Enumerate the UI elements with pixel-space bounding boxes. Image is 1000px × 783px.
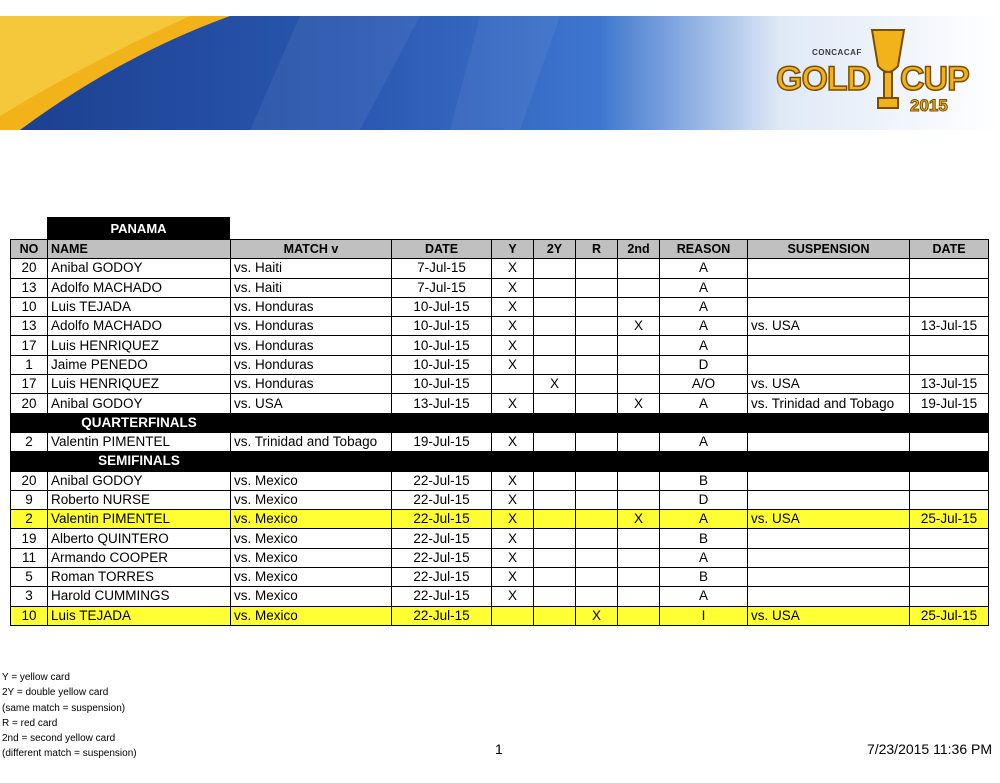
cell-reason: A: [660, 548, 748, 567]
cell-no: 1: [11, 355, 48, 374]
cell-reason: A/O: [660, 375, 748, 394]
table-row: [11, 606, 989, 625]
cell-reason: A: [660, 394, 748, 413]
table-row: [11, 375, 989, 394]
cell-y2: X: [534, 375, 576, 394]
cell-name: Luis HENRIQUEZ: [48, 336, 231, 355]
cell-suspension: vs. USA: [748, 317, 910, 336]
cell-reason: A: [660, 259, 748, 278]
cell-second: X: [618, 510, 660, 529]
cell-suspension: vs. USA: [748, 375, 910, 394]
cell-match: vs. Mexico: [231, 587, 392, 606]
cell-susp-date: 13-Jul-15: [910, 375, 989, 394]
legend-line: (different match = suspension): [2, 748, 137, 760]
header-name: NAME: [48, 240, 231, 259]
cell-y: X: [492, 548, 534, 567]
cell-y2: [534, 432, 576, 451]
section-semifinals: [11, 452, 989, 471]
cell-match: vs. Mexico: [231, 548, 392, 567]
cell-r: [576, 548, 618, 567]
cell-second: [618, 548, 660, 567]
cell-y: X: [492, 510, 534, 529]
cell-y: X: [492, 432, 534, 451]
cell-name: Luis HENRIQUEZ: [48, 375, 231, 394]
cell-y: X: [492, 297, 534, 316]
table-row: [11, 259, 989, 278]
cell-r: [576, 394, 618, 413]
logo-cup-text: CUP: [900, 60, 969, 98]
header-match: MATCH v: [231, 240, 392, 259]
cell-y: X: [492, 587, 534, 606]
table-row: [11, 355, 989, 374]
cell-no: 9: [11, 490, 48, 509]
cell-r: X: [576, 606, 618, 625]
cell-y: X: [492, 471, 534, 490]
table-row: [11, 587, 989, 606]
cell-match: vs. Honduras: [231, 355, 392, 374]
cell-date: 22-Jul-15: [392, 606, 492, 625]
cell-reason: A: [660, 510, 748, 529]
print-timestamp: 7/23/2015 11:36 PM: [866, 741, 992, 757]
table-row: [11, 490, 989, 509]
cell-suspension: [748, 259, 910, 278]
cell-second: [618, 490, 660, 509]
cell-susp-date: [910, 568, 989, 587]
cell-reason: A: [660, 587, 748, 606]
cell-y2: [534, 490, 576, 509]
cell-reason: A: [660, 297, 748, 316]
cell-name: Anibal GODOY: [48, 471, 231, 490]
cell-suspension: [748, 471, 910, 490]
cell-y2: [534, 336, 576, 355]
section-fill: [231, 452, 989, 471]
cell-r: [576, 278, 618, 297]
cell-r: [576, 297, 618, 316]
header-banner: [0, 16, 1000, 130]
cell-y2: [534, 510, 576, 529]
cell-no: 17: [11, 375, 48, 394]
table-row: [11, 336, 989, 355]
cell-second: [618, 432, 660, 451]
cell-second: [618, 587, 660, 606]
cell-date: 13-Jul-15: [392, 394, 492, 413]
cell-second: [618, 297, 660, 316]
cell-no: 20: [11, 471, 48, 490]
header-reason: REASON: [660, 240, 748, 259]
cell-no: 17: [11, 336, 48, 355]
cell-name: Luis TEJADA: [48, 297, 231, 316]
header-2nd: 2nd: [618, 240, 660, 259]
cell-susp-date: [910, 432, 989, 451]
table-row: [11, 548, 989, 567]
cell-suspension: [748, 529, 910, 548]
cell-no: 2: [11, 432, 48, 451]
cell-y2: [534, 278, 576, 297]
cell-no: 20: [11, 259, 48, 278]
cell-y2: [534, 548, 576, 567]
cell-date: 19-Jul-15: [392, 432, 492, 451]
cell-susp-date: 19-Jul-15: [910, 394, 989, 413]
cell-susp-date: [910, 490, 989, 509]
cell-susp-date: 25-Jul-15: [910, 510, 989, 529]
cell-date: 22-Jul-15: [392, 548, 492, 567]
cell-second: [618, 568, 660, 587]
cell-r: [576, 490, 618, 509]
cell-name: Armando COOPER: [48, 548, 231, 567]
cell-match: vs. Mexico: [231, 529, 392, 548]
section-quarterfinals: [11, 413, 989, 432]
cell-date: 22-Jul-15: [392, 529, 492, 548]
cell-y: X: [492, 317, 534, 336]
legend: [2, 670, 137, 762]
cell-date: 7-Jul-15: [392, 259, 492, 278]
cell-match: vs. Mexico: [231, 471, 392, 490]
cell-match: vs. Mexico: [231, 606, 392, 625]
table-row: [11, 278, 989, 297]
cell-y2: [534, 297, 576, 316]
cell-no: 11: [11, 548, 48, 567]
cell-name: Harold CUMMINGS: [48, 587, 231, 606]
section-fill: [231, 413, 989, 432]
section-title: QUARTERFINALS: [48, 413, 231, 432]
page-number: 1: [495, 741, 503, 757]
table-body: [11, 259, 989, 626]
cell-reason: A: [660, 336, 748, 355]
cell-date: 7-Jul-15: [392, 278, 492, 297]
cell-name: Roberto NURSE: [48, 490, 231, 509]
team-name-tab: PANAMA: [47, 217, 230, 239]
cell-date: 22-Jul-15: [392, 568, 492, 587]
cell-name: Alberto QUINTERO: [48, 529, 231, 548]
cell-suspension: [748, 587, 910, 606]
cell-second: [618, 259, 660, 278]
table-row: [11, 432, 989, 451]
cell-y: X: [492, 336, 534, 355]
cell-susp-date: [910, 355, 989, 374]
header-date: DATE: [392, 240, 492, 259]
cell-suspension: vs. USA: [748, 510, 910, 529]
cell-suspension: [748, 336, 910, 355]
header-suspension: SUSPENSION: [748, 240, 910, 259]
logo-gold-text: GOLD: [776, 60, 871, 98]
cell-susp-date: [910, 259, 989, 278]
cell-name: Jaime PENEDO: [48, 355, 231, 374]
cell-match: vs. Haiti: [231, 259, 392, 278]
cell-y: X: [492, 355, 534, 374]
table-row: [11, 471, 989, 490]
cell-reason: D: [660, 490, 748, 509]
logo-year-text: 2015: [910, 96, 948, 115]
cell-date: 10-Jul-15: [392, 317, 492, 336]
legend-line: (same match = suspension): [2, 702, 126, 714]
cell-no: 10: [11, 297, 48, 316]
cell-y: X: [492, 490, 534, 509]
cell-date: 10-Jul-15: [392, 355, 492, 374]
cell-name: Anibal GODOY: [48, 394, 231, 413]
cell-r: [576, 375, 618, 394]
table-row: [11, 394, 989, 413]
cell-second: [618, 278, 660, 297]
gold-cup-logo: [776, 26, 986, 126]
cell-no: 10: [11, 606, 48, 625]
cell-r: [576, 529, 618, 548]
cell-suspension: vs. Trinidad and Tobago: [748, 394, 910, 413]
cell-r: [576, 510, 618, 529]
cell-susp-date: [910, 471, 989, 490]
cell-date: 22-Jul-15: [392, 471, 492, 490]
cell-reason: A: [660, 317, 748, 336]
cell-no: 13: [11, 278, 48, 297]
cell-suspension: [748, 278, 910, 297]
header-2y: 2Y: [534, 240, 576, 259]
table-row: [11, 297, 989, 316]
cell-reason: A: [660, 278, 748, 297]
cell-y2: [534, 317, 576, 336]
cell-date: 22-Jul-15: [392, 510, 492, 529]
cell-match: vs. Haiti: [231, 278, 392, 297]
cell-suspension: [748, 432, 910, 451]
table-row: [11, 529, 989, 548]
cell-no: 13: [11, 317, 48, 336]
cell-susp-date: [910, 529, 989, 548]
cell-name: Valentin PIMENTEL: [48, 510, 231, 529]
cell-date: 10-Jul-15: [392, 336, 492, 355]
cell-suspension: [748, 297, 910, 316]
header-y: Y: [492, 240, 534, 259]
cell-susp-date: 13-Jul-15: [910, 317, 989, 336]
cell-susp-date: [910, 297, 989, 316]
cell-name: Luis TEJADA: [48, 606, 231, 625]
cell-r: [576, 587, 618, 606]
cell-match: vs. Trinidad and Tobago: [231, 432, 392, 451]
legend-line: R = red card: [2, 717, 58, 729]
cell-reason: I: [660, 606, 748, 625]
cell-match: vs. USA: [231, 394, 392, 413]
cell-second: [618, 606, 660, 625]
cell-no: 5: [11, 568, 48, 587]
cell-y2: [534, 355, 576, 374]
cell-date: 10-Jul-15: [392, 297, 492, 316]
cell-match: vs. Mexico: [231, 510, 392, 529]
cell-no: 20: [11, 394, 48, 413]
cell-second: [618, 375, 660, 394]
section-spacer: [11, 413, 48, 432]
cell-susp-date: [910, 548, 989, 567]
suspension-table: [10, 239, 989, 626]
cell-suspension: [748, 490, 910, 509]
cell-reason: B: [660, 471, 748, 490]
cell-y2: [534, 259, 576, 278]
cell-no: 19: [11, 529, 48, 548]
cell-y2: [534, 394, 576, 413]
cell-y: X: [492, 529, 534, 548]
cell-y2: [534, 606, 576, 625]
cell-y: X: [492, 259, 534, 278]
cell-y: X: [492, 278, 534, 297]
cell-reason: B: [660, 529, 748, 548]
cell-y: X: [492, 394, 534, 413]
cell-date: 22-Jul-15: [392, 587, 492, 606]
cell-match: vs. Honduras: [231, 375, 392, 394]
cell-name: Adolfo MACHADO: [48, 317, 231, 336]
header-no: NO: [11, 240, 48, 259]
cell-susp-date: [910, 336, 989, 355]
cell-susp-date: [910, 587, 989, 606]
cell-second: [618, 529, 660, 548]
cell-match: vs. Honduras: [231, 336, 392, 355]
table-header-row: [11, 240, 989, 259]
cell-date: 10-Jul-15: [392, 375, 492, 394]
cell-suspension: [748, 355, 910, 374]
cell-y: [492, 606, 534, 625]
cell-match: vs. Mexico: [231, 568, 392, 587]
legend-line: 2nd = second yellow card: [2, 733, 116, 745]
cell-y2: [534, 587, 576, 606]
cell-r: [576, 355, 618, 374]
cell-second: [618, 471, 660, 490]
section-title: SEMIFINALS: [48, 452, 231, 471]
cell-reason: D: [660, 355, 748, 374]
cell-name: Roman TORRES: [48, 568, 231, 587]
cell-r: [576, 317, 618, 336]
cell-second: [618, 355, 660, 374]
cell-match: vs. Mexico: [231, 490, 392, 509]
header-suspension-date: DATE: [910, 240, 989, 259]
table-row: [11, 510, 989, 529]
cell-name: Valentin PIMENTEL: [48, 432, 231, 451]
cell-second: X: [618, 317, 660, 336]
cell-y: [492, 375, 534, 394]
legend-line: 2Y = double yellow card: [2, 687, 109, 699]
cell-date: 22-Jul-15: [392, 490, 492, 509]
section-spacer: [11, 452, 48, 471]
logo-org-text: CONCACAF: [812, 48, 862, 57]
cell-y2: [534, 471, 576, 490]
cell-r: [576, 568, 618, 587]
table-row: [11, 317, 989, 336]
cell-second: [618, 336, 660, 355]
cell-suspension: [748, 548, 910, 567]
cell-r: [576, 259, 618, 278]
cell-reason: B: [660, 568, 748, 587]
cell-reason: A: [660, 432, 748, 451]
cell-suspension: [748, 568, 910, 587]
cell-match: vs. Honduras: [231, 297, 392, 316]
header-r: R: [576, 240, 618, 259]
cell-r: [576, 471, 618, 490]
legend-line: Y = yellow card: [2, 672, 70, 683]
cell-no: 3: [11, 587, 48, 606]
table-row: [11, 568, 989, 587]
cell-y2: [534, 568, 576, 587]
cell-susp-date: 25-Jul-15: [910, 606, 989, 625]
cell-suspension: vs. USA: [748, 606, 910, 625]
cell-susp-date: [910, 278, 989, 297]
cell-second: X: [618, 394, 660, 413]
cell-match: vs. Honduras: [231, 317, 392, 336]
cell-name: Anibal GODOY: [48, 259, 231, 278]
cell-y: X: [492, 568, 534, 587]
cell-r: [576, 432, 618, 451]
cell-r: [576, 336, 618, 355]
cell-no: 2: [11, 510, 48, 529]
cell-y2: [534, 529, 576, 548]
cell-name: Adolfo MACHADO: [48, 278, 231, 297]
